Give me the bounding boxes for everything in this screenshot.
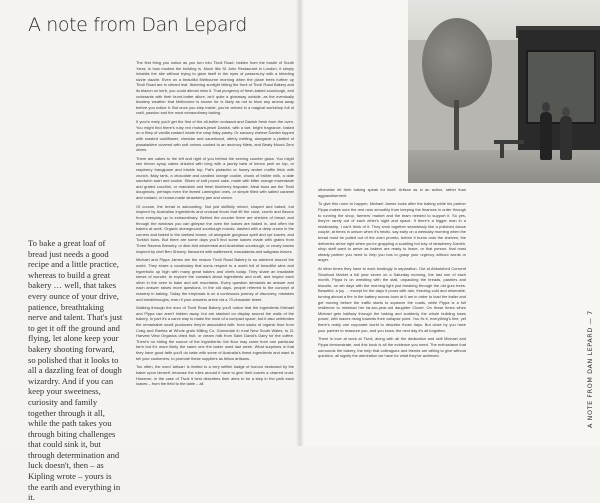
bakery-shopfront-photo (408, 0, 600, 183)
body-paragraph: otherwise let their baking speak for itself. Artisan as in an action, rather than aggrandisement. (318, 187, 466, 198)
person-figure (540, 112, 552, 160)
body-column-right (318, 187, 466, 437)
running-footer-text: A NOTE FROM DAN LEPARD — 7 (586, 310, 594, 428)
body-paragraph: At other times they have to work trustingly in separation. Out at Abbotsford Convent Slowfood Market a full year seven on a Saturday morning, the last one of each month, Pippa is on wrestling with the stall, unpacking the breads, pastries and biscuits, on set days with the morning light just breaking through the old gum trees. Beautiful, a joy … except for the days it pours with rain, freezing cold and miserable, turning almost a fire in the battery across town at 6 am in order to load the trailer and get moving before the traffic starts to squeeze the roads, while Pippa is a full resilience to mishead her far-too-year-old daughter Clover. On those times when Michael gets halfway through the baking and suddenly the whole building loses power, with loaves rising towards their collapse point. You fix it, everything's fine, yet there's really one corporate world to describe those days. But close by you have your partner to reassure you, and you know, the next day it's all forgotten. (318, 266, 466, 333)
body-column-left (136, 60, 294, 438)
page-gutter (296, 0, 304, 446)
body-paragraph: If you're early you'll get the first of the all-butter croissant and Danish fresh from the oven. You might find there's ruby red rhubarb-jewel Danish, with a tart, bright fragrance, baked on a filmy of vanilla custard inside the crisp flaky pastry. Or savoury cheese Danish topped with roasted cauliflower, cheddar and sauerkraut, utterly melting, alongside a plaited of pissaladière covered with soft onions cooked to an anchovy fillets, and Beaty Mount Zero olives. (136, 119, 294, 153)
body-paragraph: The first thing you notice as you turn into Tivoli Road, hidden from the bustle of South Yarra, is how modest the building is. Much like St John Restaurant in London, it simply inhabits the site without trying to glam itself in the eyes of passers-by with a bleeding sizzle dazzle. Even on a beautiful Melbourne morning when the plane trees further up Tivoli Road are in vibrant leaf, flickering sunlight hitting the front of Tivoli Road Bakery and its blazon on kerb, you could almost miss it. That pungency of fresh-baked sourdough, and croissants with their burnt-butter allure, isn't quite a giveaway outside, as the eventually bloatery weather that Melbourne is known for is likely as not to blow any aroma away before you notice it. But once you step inside, you've arrived in a magical workshop full of craft, passion and the most extraordinary baking. (136, 60, 294, 116)
pull-quote: To bake a great loaf of bread just needs a good recipe and a little practice, whereas to build a great bakery … well, that takes every ounce of your drive, patience, breathtaking nerve and talent. That's just to get it off the ground and flying, let alone keep your bakery shooting forward, so polished that it looks to all a dazzling feat of dough wizardry. And if you can keep your sweetness, curiosity and family together through it all, while the path takes you through biting challenges that could sink it, but through determination and luck doesn't, then – as Kipling wrote – yours is the earth and everything in it. (28, 238, 123, 503)
tree-shape (422, 18, 492, 108)
running-footer (586, 188, 596, 428)
page-title: A note from Dan Lepard (28, 14, 247, 36)
body-paragraph: Too often, the word 'artisan' is limited to a very selfish badge of honour bestowed by the baker upon himself, because the rules around it have to give their loaves a charred crust. However, in the case of Tivoli it best describes their aims to be a step in the path each loaves – from the field to the table – all (136, 364, 294, 387)
body-paragraph: Walking through the door of Tivoli Road Bakery you'll notice that the ingredients Michael and Pippa use aren't hidden away, but are stacked on display around the walls of the bakery. In part it's a carve way to make the most of a compact space, but it also celebrates the remarkable small producers they're associated with: from sacks of organic flour from Craig and Ranbia at Whole grain Milling Co, Gunnedah in rural New South Wales, to 2L Harvest View Organics dried fruit, or cream milk from Saint David's Dairy for the coffee. There's no hiding the source of the ingredients: the flour may come from one particular farm but it's more likely the same one the baker used last week. What surprises is that they have good faith you'll do bake with some of Australia's finest ingredients and want to tell your customers, to promote these suppliers as fellow artisans. (136, 305, 294, 361)
body-paragraph: There is love at work at Tivoli, along with all the dedication and skill Michael and Pippa demonstrate, and this book is all the evidence you need. The enthusiasm that surrounds the bakery, the help that colleagues and friends are willing to give without question, all signify the admiration we have for what they've achieved. (318, 336, 466, 359)
body-paragraph: Of course, the bread is astounding. Not just skillfully mixed, shaped and baked, but inspired by Australian ingredients and unusual flours that lift the crust, crumb and flavour from everyday up to extraordinary. Behind the counter there are shelves of bread, and through the windows you can glimpse the oven the loaves are baked in, and often the bakers at work. Organic stoneground sourdough rounds, dashed with a deep crown in the corners and baked in the darkest brown; oil alongside gorgeous spelt and rye loaves; and Turkish buns. But there are some days you'll find some loaves made with grains from Three Ravens Brewery, or dish-fold wholemeal and Australian sourdough, or crusty loaves inspired by chef Ben Shewry, flavoured with wattleseed, macadamia and saltgrass leaves. (136, 203, 294, 254)
body-paragraph: Michael and Pippa James are the reason Tivoli Road Bakery is so admired around the world. They share a vocabulary that sums respect to a world full of beautiful wine and hyperbolic up high with many great bakers and chefs today. They share an insatiable sense of wonder, to explore the constant about ingredients and craft, and inspire each other in the oven to bake and sell mountains. Every question demands an answer and each answer raises more questions. In the old days, people referred to the concept of mastery in baking. Today the emphasis is on a continuous journey of discovery, mistakes and breakthroughs, even if your answers arrive via a 70-character tweet. (136, 257, 294, 302)
person-figure (560, 116, 572, 160)
body-paragraph: To give this room to happen, Michael James looks after the baking while his partner Pippa makes sure the rest runs smoothly from keeping the finances in order through to running the shop, farmers' market and the team needed to support it. So yes, they're rarely out of each other's sight and space. If there's a bigger man in a relationship, I can't think of it. They work together seamlessly like a polished dance couple, at times in unison when it's hectic, say early on a weekday morning when the bread must be pulled out of the oven promto, before it burns onto the shelves, the deliveries arrive right when you're grappling a scalding hot tray of strawberry Danish, shop staff want to arrive as bakers are ready to leave, or that person, that most steady partner you need to help you has to grasp your urgency without words or anger. (318, 201, 466, 263)
body-paragraph: There are cakes to the left and right of you behind the serving counter glass. You might see lemon syrup cakes drizzled with icing with a jaunty twist of lemon peel on top, or raspberry frangipane and brickle top, Pat's pistachio or honey amber muffin thick with crunch, flaky tarts, a chocolate and candied orange cookie, chunk of brûlée milk, a date sandwich swirl and cookie. Slices of soft pound cake, made with bitter orange marmalade and grated zucchini, or mandarin and fresh blueberry traycake. Meat buns are the Tivoli doughnuts, perhaps even the famed Lamington ones, or simple filled with salted caramel and custard, or house-made strawberry jam and cream. (136, 155, 294, 201)
